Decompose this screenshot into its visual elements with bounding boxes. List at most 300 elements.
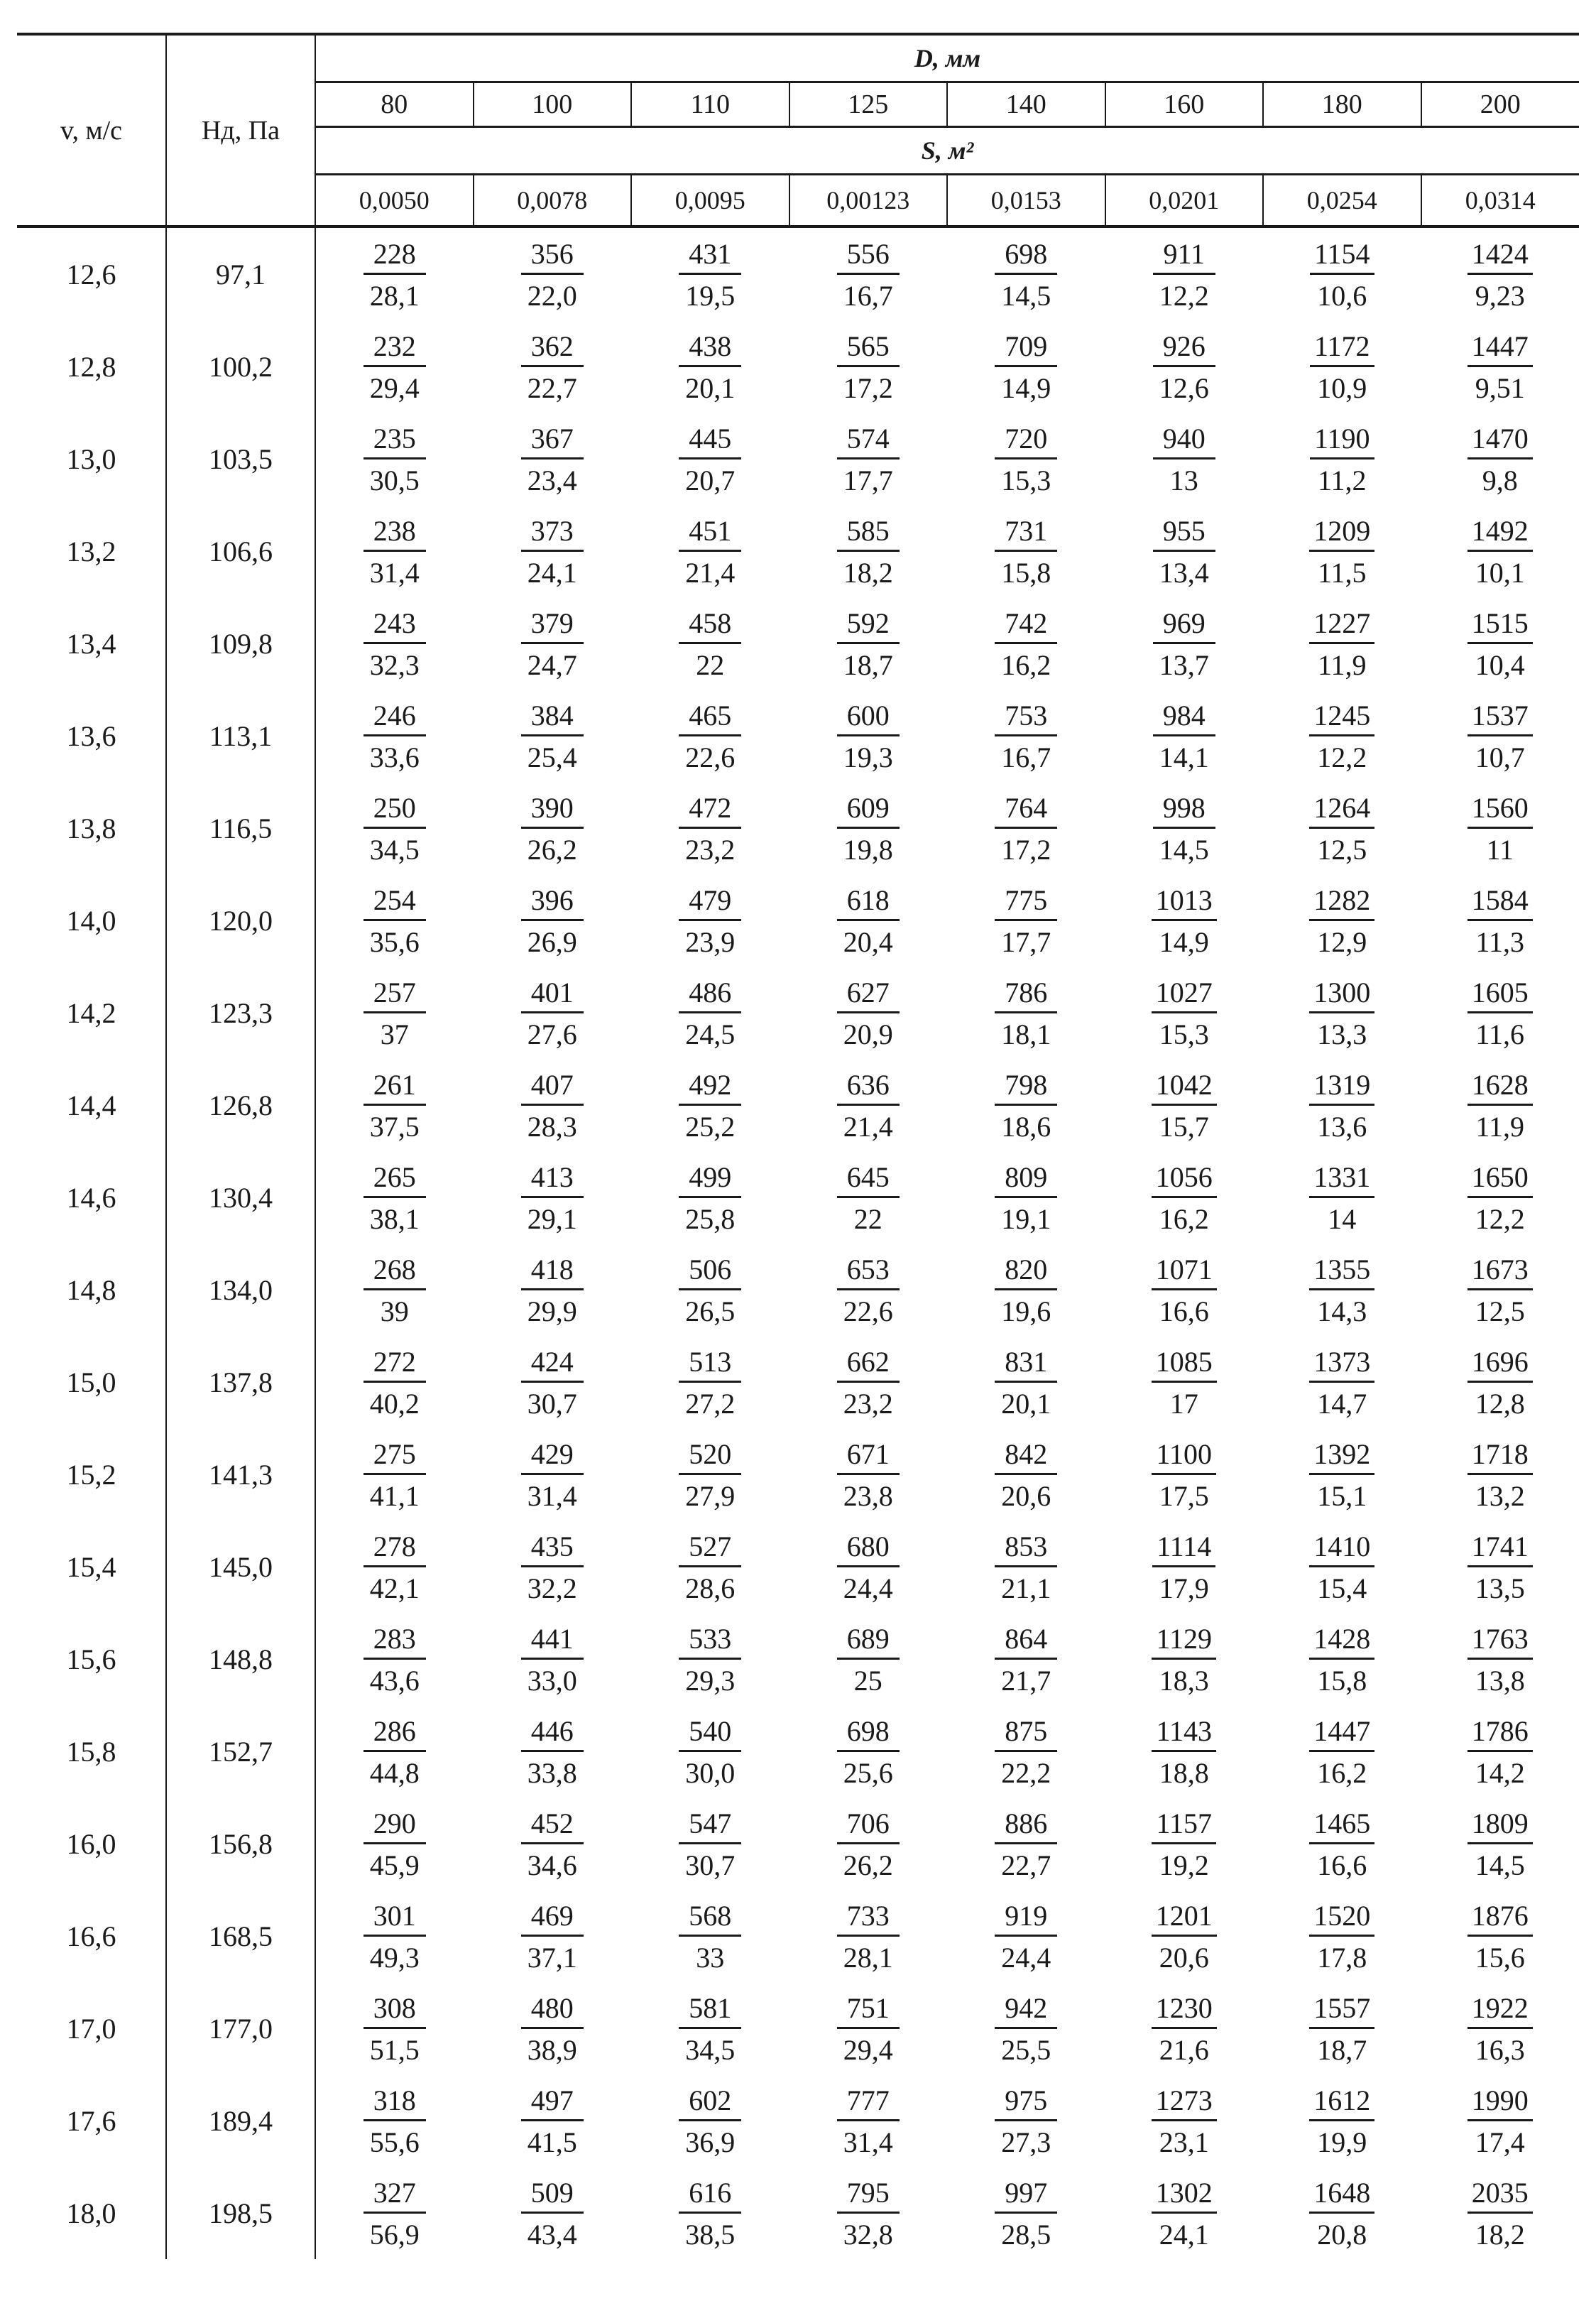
fraction <box>679 331 741 404</box>
fraction-cell <box>947 597 1105 690</box>
specific-loss-value: 34,5 <box>369 833 420 866</box>
fraction <box>364 2085 426 2158</box>
flow-value: 1628 <box>1467 1070 1533 1106</box>
specific-loss-value: 31,4 <box>369 556 420 589</box>
table-row <box>17 597 1579 690</box>
specific-loss-value: 15,3 <box>1001 464 1051 496</box>
table-row <box>17 1244 1579 1336</box>
flow-value: 1085 <box>1152 1347 1217 1383</box>
specific-loss-value: 31,4 <box>843 2126 893 2158</box>
flow-value: 228 <box>364 239 426 275</box>
fraction <box>1152 1070 1217 1143</box>
fraction-cell <box>1105 1059 1264 1151</box>
fraction <box>1309 793 1374 866</box>
specific-loss-value: 26,2 <box>843 1849 893 1881</box>
flow-value: 1129 <box>1152 1623 1216 1660</box>
flow-value: 513 <box>679 1347 741 1383</box>
velocity-cell: 12,8 <box>17 320 166 413</box>
diameter-value: 180 <box>1263 82 1421 127</box>
fraction-cell <box>631 874 789 967</box>
fraction-cell <box>474 967 632 1059</box>
fraction <box>837 1347 900 1420</box>
specific-loss-value: 27,2 <box>685 1387 736 1420</box>
flow-value: 1876 <box>1467 1900 1533 1937</box>
area-value: 0,00123 <box>789 175 948 227</box>
fraction-cell <box>631 1336 789 1428</box>
flow-value: 680 <box>837 1531 900 1567</box>
flow-value: 2035 <box>1467 2177 1533 2214</box>
fraction <box>364 885 426 958</box>
fraction-cell <box>789 505 948 597</box>
pressure-cell: 134,0 <box>166 1244 315 1336</box>
specific-loss-value: 14,5 <box>1475 1849 1525 1881</box>
specific-loss-value: 33,8 <box>527 1756 577 1789</box>
specific-loss-value: 16,7 <box>1001 741 1051 773</box>
flow-value: 278 <box>364 1531 426 1567</box>
flow-value: 238 <box>364 516 426 552</box>
fraction <box>1152 2085 1217 2158</box>
fraction-cell <box>474 1521 632 1613</box>
fraction-cell <box>631 967 789 1059</box>
fraction <box>521 977 584 1050</box>
specific-loss-value: 18,3 <box>1159 1664 1209 1697</box>
flow-value: 506 <box>679 1254 741 1290</box>
flow-value: 568 <box>679 1900 741 1937</box>
velocity-cell: 15,2 <box>17 1428 166 1521</box>
flow-value: 492 <box>679 1070 741 1106</box>
flow-value: 1071 <box>1152 1254 1217 1290</box>
table-row <box>17 1982 1579 2074</box>
specific-loss-value: 51,5 <box>369 2033 420 2066</box>
fraction-cell <box>1421 597 1580 690</box>
fraction-cell <box>1421 1890 1580 1982</box>
fraction <box>995 2085 1057 2158</box>
fraction <box>837 2177 900 2251</box>
fraction <box>521 1808 584 1881</box>
flow-value: 1605 <box>1467 977 1533 1013</box>
specific-loss-value: 20,7 <box>685 464 736 496</box>
flow-value: 1143 <box>1152 1716 1216 1752</box>
fraction <box>1467 608 1533 681</box>
fraction <box>679 516 741 589</box>
flow-value: 820 <box>995 1254 1057 1290</box>
velocity-cell: 13,6 <box>17 690 166 782</box>
fraction-cell <box>315 1151 474 1244</box>
velocity-cell: 12,6 <box>17 227 166 320</box>
flow-value: 1056 <box>1152 1162 1217 1198</box>
fraction-cell <box>947 1613 1105 1705</box>
velocity-cell: 13,0 <box>17 413 166 505</box>
flow-value: 731 <box>995 516 1057 552</box>
diameter-header: D, мм <box>315 34 1579 82</box>
area-value: 0,0095 <box>631 175 789 227</box>
fraction <box>837 2085 900 2158</box>
specific-loss-value: 32,8 <box>843 2218 893 2251</box>
velocity-cell: 14,2 <box>17 967 166 1059</box>
specific-loss-value: 40,2 <box>369 1387 420 1420</box>
fraction-cell <box>1105 1428 1264 1521</box>
fraction-cell <box>1105 1336 1264 1428</box>
fraction-cell <box>1263 1613 1421 1705</box>
fraction <box>995 1531 1057 1604</box>
fraction-cell <box>1263 690 1421 782</box>
flow-value: 283 <box>364 1623 426 1660</box>
fraction-cell <box>789 1244 948 1336</box>
specific-loss-value: 22,7 <box>527 371 577 404</box>
fraction <box>1467 1254 1533 1327</box>
fraction <box>679 700 741 773</box>
fraction <box>1309 1808 1374 1881</box>
specific-loss-value: 29,1 <box>527 1202 577 1235</box>
specific-loss-value: 23,2 <box>843 1387 893 1420</box>
fraction-cell <box>1105 227 1264 320</box>
flow-value: 786 <box>995 977 1057 1013</box>
area-header: S, м² <box>315 127 1579 175</box>
flow-value: 1673 <box>1467 1254 1533 1290</box>
specific-loss-value: 25,4 <box>527 741 577 773</box>
fraction-cell <box>1105 597 1264 690</box>
fraction-cell <box>315 2167 474 2259</box>
flow-value: 698 <box>837 1716 900 1752</box>
fraction <box>837 885 900 958</box>
specific-loss-value: 24,4 <box>843 1572 893 1604</box>
fraction <box>1152 2177 1217 2251</box>
specific-loss-value: 25,5 <box>1001 2033 1051 2066</box>
fraction <box>837 331 900 404</box>
fraction <box>364 1900 426 1974</box>
fraction-cell <box>789 1151 948 1244</box>
specific-loss-value: 9,8 <box>1482 464 1518 496</box>
flow-value: 831 <box>995 1347 1057 1383</box>
fraction-cell <box>1421 1613 1580 1705</box>
specific-loss-value: 20,4 <box>843 925 893 958</box>
specific-loss-value: 55,6 <box>369 2126 420 2158</box>
specific-loss-value: 12,2 <box>1317 741 1367 773</box>
fraction <box>1152 1900 1217 1974</box>
specific-loss-value: 33,0 <box>527 1664 577 1697</box>
flow-value: 926 <box>1153 331 1215 367</box>
velocity-cell: 15,4 <box>17 1521 166 1613</box>
flow-value: 627 <box>837 977 900 1013</box>
diameter-value: 140 <box>947 82 1105 127</box>
table-row <box>17 1428 1579 1521</box>
fraction <box>995 239 1057 312</box>
fraction <box>1309 2085 1374 2158</box>
pressure-cell: 156,8 <box>166 1797 315 1890</box>
specific-loss-value: 22,6 <box>843 1295 893 1327</box>
flow-value: 1172 <box>1310 331 1374 367</box>
specific-loss-value: 14,3 <box>1317 1295 1367 1327</box>
specific-loss-value: 22 <box>853 1202 882 1235</box>
flow-value: 435 <box>521 1531 584 1567</box>
fraction-cell <box>631 1151 789 1244</box>
fraction-cell <box>947 1797 1105 1890</box>
velocity-cell: 15,6 <box>17 1613 166 1705</box>
flow-value: 1470 <box>1467 423 1533 459</box>
fraction-cell <box>1105 1151 1264 1244</box>
fraction <box>837 700 900 773</box>
specific-loss-value: 21,7 <box>1001 1664 1051 1697</box>
specific-loss-value: 23,8 <box>843 1479 893 1512</box>
specific-loss-value: 19,8 <box>843 833 893 866</box>
fraction <box>679 1070 741 1143</box>
flow-value: 446 <box>521 1716 584 1752</box>
specific-loss-value: 43,6 <box>369 1664 420 1697</box>
fraction-cell <box>1421 413 1580 505</box>
pressure-cell: 109,8 <box>166 597 315 690</box>
flow-value: 1319 <box>1309 1070 1374 1106</box>
fraction-cell <box>1263 505 1421 597</box>
specific-loss-value: 13,8 <box>1475 1664 1525 1697</box>
fraction <box>521 1531 584 1604</box>
specific-loss-value: 11,6 <box>1475 1018 1525 1050</box>
fraction-cell <box>1263 1428 1421 1521</box>
fraction-cell <box>947 505 1105 597</box>
fraction <box>364 516 426 589</box>
fraction-cell <box>947 2074 1105 2167</box>
pressure-cell: 103,5 <box>166 413 315 505</box>
flow-value: 367 <box>521 423 584 459</box>
fraction-cell <box>1105 1705 1264 1797</box>
fraction <box>1309 1070 1374 1143</box>
flow-value: 653 <box>837 1254 900 1290</box>
flow-value: 998 <box>1153 793 1215 829</box>
fraction <box>995 423 1057 496</box>
specific-loss-value: 30,5 <box>369 464 420 496</box>
flow-value: 795 <box>837 2177 900 2214</box>
flow-value: 479 <box>679 885 741 921</box>
specific-loss-value: 12,8 <box>1475 1387 1525 1420</box>
flow-value: 509 <box>521 2177 584 2214</box>
specific-loss-value: 20,9 <box>843 1018 893 1050</box>
flow-value: 1492 <box>1467 516 1533 552</box>
fraction-cell <box>1263 2167 1421 2259</box>
flow-value: 1227 <box>1309 608 1374 644</box>
flow-value: 742 <box>995 608 1057 644</box>
flow-value: 709 <box>995 331 1057 367</box>
fraction <box>1309 608 1374 681</box>
flow-value: 261 <box>364 1070 426 1106</box>
fraction <box>995 516 1057 589</box>
flow-value: 1300 <box>1309 977 1374 1013</box>
specific-loss-value: 36,9 <box>685 2126 736 2158</box>
fraction <box>1152 1808 1216 1881</box>
fraction-cell <box>631 413 789 505</box>
fraction-cell <box>474 782 632 874</box>
specific-loss-value: 26,5 <box>685 1295 736 1327</box>
fraction-cell <box>1105 2074 1264 2167</box>
velocity-cell: 15,8 <box>17 1705 166 1797</box>
fraction-cell <box>474 320 632 413</box>
flow-value: 1537 <box>1467 700 1533 736</box>
flow-value: 1410 <box>1309 1531 1374 1567</box>
velocity-cell: 16,6 <box>17 1890 166 1982</box>
fraction <box>364 2177 426 2251</box>
specific-loss-value: 28,1 <box>843 1941 893 1974</box>
fraction-cell <box>474 1982 632 2074</box>
fraction <box>679 885 741 958</box>
flow-value: 272 <box>364 1347 426 1383</box>
fraction <box>995 1623 1057 1697</box>
flow-value: 1302 <box>1152 2177 1217 2214</box>
fraction <box>364 1716 426 1789</box>
pressure-cell: 168,5 <box>166 1890 315 1982</box>
table-row <box>17 874 1579 967</box>
specific-loss-value: 13,3 <box>1317 1018 1367 1050</box>
fraction-cell <box>789 690 948 782</box>
specific-loss-value: 15,3 <box>1159 1018 1209 1050</box>
fraction-cell <box>474 1336 632 1428</box>
flow-value: 969 <box>1153 608 1215 644</box>
fraction <box>1153 793 1215 866</box>
specific-loss-value: 22,2 <box>1001 1756 1051 1789</box>
fraction <box>521 2085 584 2158</box>
fraction-cell <box>1421 1336 1580 1428</box>
flow-value: 1560 <box>1467 793 1533 829</box>
fraction-cell <box>789 1613 948 1705</box>
flow-value: 1786 <box>1467 1716 1533 1752</box>
fraction-cell <box>1421 690 1580 782</box>
fraction <box>521 423 584 496</box>
specific-loss-value: 18,7 <box>843 648 893 681</box>
flow-value: 268 <box>364 1254 426 1290</box>
table-row <box>17 967 1579 1059</box>
specific-loss-value: 23,2 <box>685 833 736 866</box>
fraction <box>521 1439 584 1512</box>
fraction-cell <box>1421 505 1580 597</box>
pressure-cell: 177,0 <box>166 1982 315 2074</box>
fraction-cell <box>315 597 474 690</box>
flow-value: 1100 <box>1152 1439 1216 1475</box>
fraction-cell <box>789 782 948 874</box>
specific-loss-value: 18,2 <box>1475 2218 1525 2251</box>
specific-loss-value: 25,2 <box>685 1110 736 1143</box>
flow-value: 565 <box>837 331 900 367</box>
flow-value: 698 <box>995 239 1057 275</box>
specific-loss-value: 44,8 <box>369 1756 420 1789</box>
fraction-cell <box>1105 967 1264 1059</box>
fraction <box>521 1347 584 1420</box>
table-body <box>17 227 1579 2259</box>
fraction <box>837 1993 900 2066</box>
fraction-cell <box>474 1428 632 1521</box>
specific-loss-value: 17,2 <box>1001 833 1051 866</box>
table-row <box>17 1521 1579 1613</box>
flow-value: 401 <box>521 977 584 1013</box>
velocity-cell: 14,0 <box>17 874 166 967</box>
fraction-cell <box>315 1613 474 1705</box>
specific-loss-value: 13,2 <box>1475 1479 1525 1512</box>
flow-value: 1612 <box>1309 2085 1374 2121</box>
specific-loss-value: 17,7 <box>1001 925 1051 958</box>
fraction-cell <box>631 782 789 874</box>
fraction <box>1310 331 1374 404</box>
fraction-cell <box>315 1797 474 1890</box>
specific-loss-value: 20,8 <box>1317 2218 1367 2251</box>
fraction <box>1467 1623 1533 1697</box>
specific-loss-value: 29,4 <box>843 2033 893 2066</box>
specific-loss-value: 30,0 <box>685 1756 736 1789</box>
fraction-cell <box>1263 413 1421 505</box>
flow-value: 384 <box>521 700 584 736</box>
fraction-cell <box>1421 1521 1580 1613</box>
specific-loss-value: 37,1 <box>527 1941 577 1974</box>
fraction-cell <box>315 1059 474 1151</box>
specific-loss-value: 24,4 <box>1001 1941 1051 1974</box>
fraction-cell <box>1263 967 1421 1059</box>
fraction <box>1309 2177 1374 2251</box>
flow-value: 1557 <box>1309 1993 1374 2029</box>
fraction-cell <box>315 967 474 1059</box>
fraction-cell <box>631 690 789 782</box>
table-row <box>17 782 1579 874</box>
fraction <box>521 793 584 866</box>
flow-value: 1190 <box>1310 423 1374 459</box>
specific-loss-value: 10,4 <box>1475 648 1525 681</box>
flow-value: 940 <box>1153 423 1215 459</box>
fraction <box>995 1993 1057 2066</box>
flow-value: 451 <box>679 516 741 552</box>
flow-value: 1154 <box>1310 239 1374 275</box>
fraction <box>679 1347 741 1420</box>
fraction-cell <box>631 1244 789 1336</box>
fraction-cell <box>631 1797 789 1890</box>
flow-value: 290 <box>364 1808 426 1844</box>
fraction-cell <box>789 967 948 1059</box>
flow-value: 609 <box>837 793 900 829</box>
fraction-cell <box>315 1521 474 1613</box>
specific-loss-value: 43,4 <box>527 2218 577 2251</box>
fraction <box>364 700 426 773</box>
diameter-value: 100 <box>474 82 632 127</box>
fraction <box>837 1623 900 1697</box>
flow-value: 1114 <box>1152 1531 1215 1567</box>
specific-loss-value: 32,3 <box>369 648 420 681</box>
pressure-cell: 100,2 <box>166 320 315 413</box>
fraction-cell <box>315 2074 474 2167</box>
fraction-cell <box>474 2074 632 2167</box>
fraction-cell <box>1421 1705 1580 1797</box>
flow-value: 864 <box>995 1623 1057 1660</box>
specific-loss-value: 24,1 <box>1159 2218 1209 2251</box>
fraction-cell <box>1263 874 1421 967</box>
area-value: 0,0050 <box>315 175 474 227</box>
flow-value: 1013 <box>1152 885 1217 921</box>
area-value: 0,0254 <box>1263 175 1421 227</box>
specific-loss-value: 12,2 <box>1475 1202 1525 1235</box>
specific-loss-value: 26,2 <box>527 833 577 866</box>
flow-value: 265 <box>364 1162 426 1198</box>
fraction-cell <box>474 227 632 320</box>
fraction-cell <box>1263 782 1421 874</box>
flow-value: 1584 <box>1467 885 1533 921</box>
fraction <box>1467 1900 1533 1974</box>
specific-loss-value: 16,3 <box>1475 2033 1525 2066</box>
fraction <box>679 1254 741 1327</box>
specific-loss-value: 18,1 <box>1001 1018 1051 1050</box>
fraction <box>1309 1162 1374 1235</box>
fraction <box>837 423 900 496</box>
fraction-cell <box>789 1705 948 1797</box>
fraction-cell <box>1105 1982 1264 2074</box>
fraction-cell <box>315 874 474 967</box>
fraction-cell <box>474 1613 632 1705</box>
fraction <box>995 2177 1057 2251</box>
fraction-cell <box>1263 1521 1421 1613</box>
fraction <box>1467 793 1533 866</box>
fraction-cell <box>315 320 474 413</box>
specific-loss-value: 21,1 <box>1001 1572 1051 1604</box>
